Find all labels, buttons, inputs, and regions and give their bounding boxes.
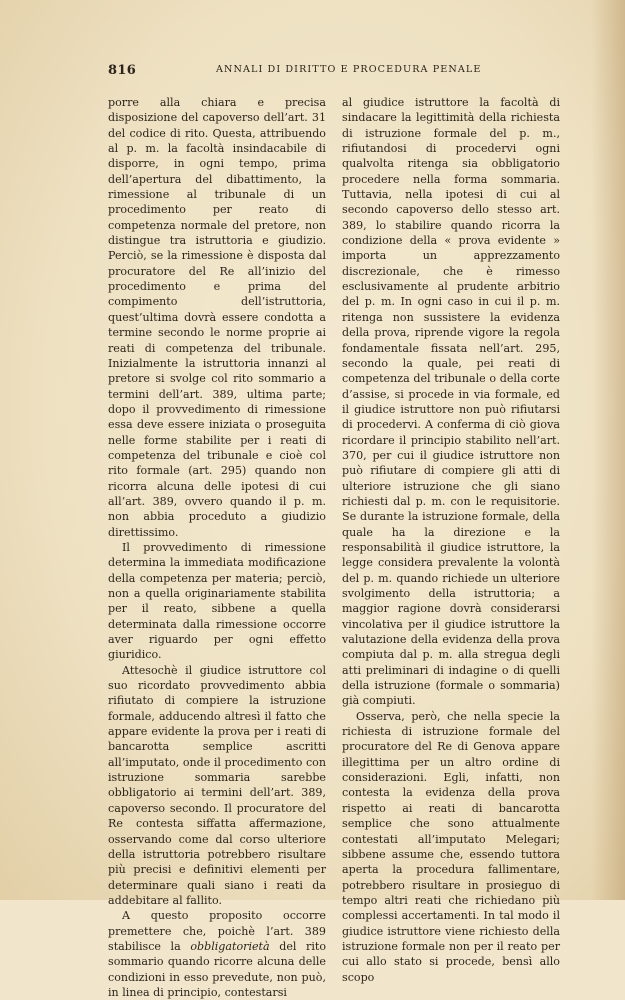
paragraph-text: del rito sommario quando ricorre alcuna delle condizioni in esso prevedute, non può, in linea di principio, contestarsi	[108, 939, 326, 999]
paragraph: al giudice istruttore la facoltà di sindacare la legittimità della richiesta di istruzione formale del p. m., rifiutandosi di procedervi ogni qualvolta ritenga sia obbligatorio procedere nella forma sommaria. Tuttavia, nella ipotesi di cui al secondo capoverso dello stesso art. 389, lo stabilire quando ricorra la condizione della « prova evidente » importa un apprezzamento discrezionale, che è rimesso esclusivamente al prudente arbitrio del p. m. In ogni caso in cui il p. m. ritenga non sussistere la evidenza della prova, riprende vigore la regola fondamentale fissata nell’art. 295, secondo la quale, pei reati di competenza del tribunale o della corte d’assise, si procede in via formale, ed il giudice istruttore non può rifiutarsi di procedervi. A conferma di ciò giova ricordare il principio stabilito nell’art. 370, per cui il giudice istruttore non può rifiutare di compiere gli atti di ulteriore istruzione che gli siano richiesti dal p. m. con le requisitorie. Se durante la istruzione formale, della quale ha la direzione e la responsabilità il giudice istruttore, la legge considera prevalente la volontà del p. m. quando richiede un ulteriore svolgimento della istruttoria; a maggior ragione dovrà considerarsi vincolativa per il giudice istruttore la valutazione della evidenza della prova compiuta dal p. m. alla stregua degli atti preliminari di indagine o di quelli della istruzione (formale o sommaria) già compiuti.	[342, 96, 560, 708]
paragraph: Attesochè il giudice istruttore col suo ricordato provvedimento abbia rifiutato di compiere la istruzione formale, adducendo altresì il fatto che appare evidente la prova per i reati di bancarotta semplice ascritti all’imputato, onde il procedimento con istruzione sommaria sarebbe obbligatorio ai termini dell’art. 389, capoverso secondo. Il procuratore del Re contesta siffatta affermazione, osservando come dal corso ulteriore della istruttoria potrebbero risultare più precisi e definitivi elementi per determinare quali siano i reati da addebitare al fallito.	[108, 663, 326, 907]
paragraph	[108, 908, 326, 1000]
paragraph: Il provvedimento di rimessione determina la immediata modificazione della competenza per materia; perciò, non a quella originariamente stabilita per il reato, sibbene a quella determinata dalla rimessione occorre aver riguardo per ogni effetto giuridico.	[108, 540, 326, 662]
running-head: ANNALI DI DIRITTO E PROCEDURA PENALE	[216, 64, 482, 75]
page-edge-shadow	[591, 0, 625, 900]
page-number: 816	[108, 63, 137, 78]
paragraph-text: A questo proposito occorre premettere che, poichè l’art. 389 stabilisce la	[108, 909, 326, 953]
page-header	[108, 63, 578, 79]
paragraph: porre alla chiara e precisa disposizione del capoverso dell’art. 31 del codice di rito. Questa, attribuendo al p. m. la facoltà insindacabile di disporre, in ogni tempo, prima dell’apertura del dibattimento, la rimessione al tribunale di un procedimento per reato di competenza normale del pretore, non distingue tra istruttoria e giudizio. Perciò, se la rimessione è disposta dal procuratore del Re all’inizio del procedimento e prima del compimento dell’istruttoria, quest’ultima dovrà essere condotta a termine secondo le norme proprie ai reati di competenza del tribunale. Inizialmente la istruttoria innanzi al pretore si svolge col rito sommario a termini dell’art. 389, ultima parte; dopo il provvedimento di rimessione essa deve essere iniziata o proseguita nelle forme stabilite per i reati di competenza del tribunale e cioè col rito formale (art. 295) quando non ricorra alcuna delle ipotesi di cui all’art. 389, ovvero quando il p. m. non abbia proceduto a giudizio direttissimo.	[108, 96, 326, 539]
italic-term: obbligatorietà	[190, 939, 270, 953]
left-column	[108, 95, 326, 1000]
right-column	[342, 95, 560, 985]
paragraph: Osserva, però, che nella specie la richiesta di istruzione formale del procuratore del Re di Genova appare illegittima per un altro ordine di considerazioni. Egli, infatti, non contesta la evidenza della prova rispetto ai reati di bancarotta semplice che sono attualmente contestati all’imputato Melegari; sibbene assume che, essendo tuttora aperta la procedura fallimentare, potrebbero risultare in prosieguo di tempo altri reati che richiedano più complessi accertamenti. In tal modo il giudice istruttore viene richiesto della istruzione formale non per il reato per cui allo stato si procede, bensì allo scopo	[342, 709, 560, 984]
